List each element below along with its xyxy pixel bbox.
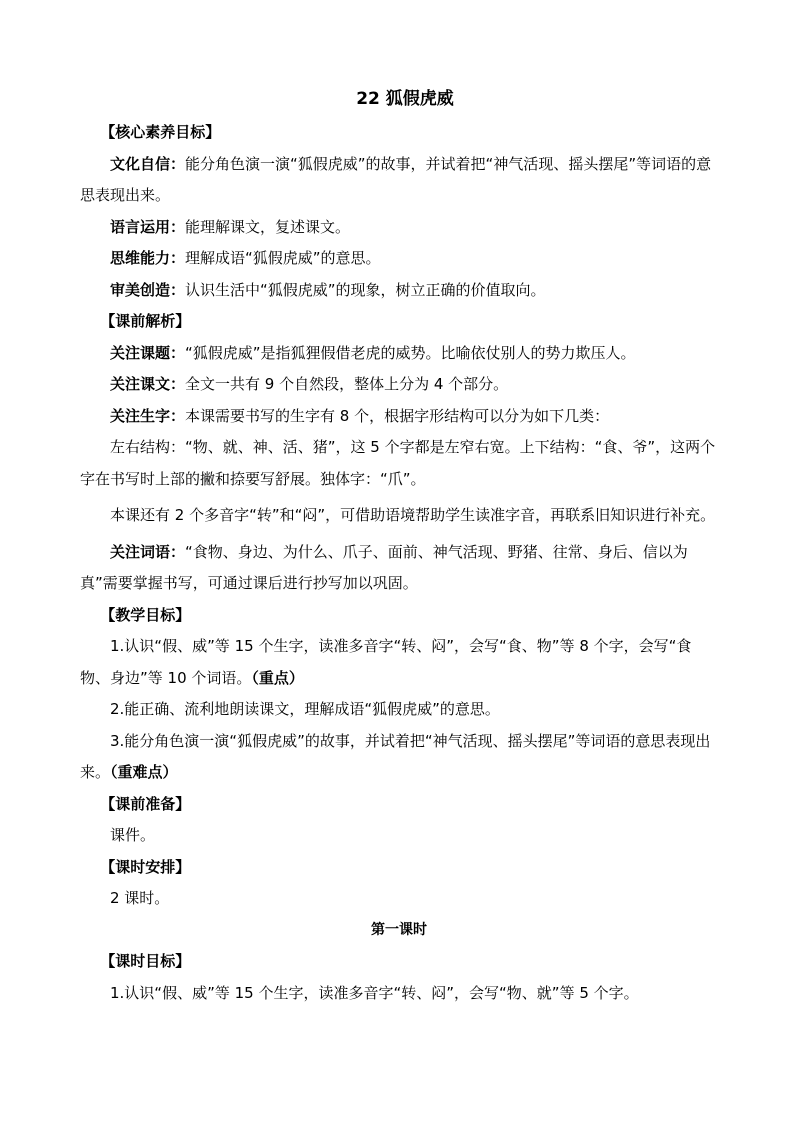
pre-analysis-text-label: 关注课文： [110,375,186,393]
pre-analysis-words-text: “食物、身边、为什么、爪子、面前、神气活现、野猪、往常、身后、信以为真”需要掌握书写，可通过课后进行抄写加以巩固。 [80,542,688,592]
teaching-goal-3-mark: （重难点） [110,763,178,781]
core-goal-language-label: 语言运用： [110,217,186,236]
section-heading-core: 【核心素养目标】 [100,123,221,141]
pre-analysis-text [80,369,718,401]
section-heading-lesson-goals: 【课时目标】 [100,952,191,970]
core-goal-thinking [80,243,718,275]
core-goal-language [80,212,718,244]
lesson-1-title: 第一课时 [371,921,427,938]
core-goal-thinking-label: 思维能力： [110,249,186,267]
preparation-text: 课件。 [110,826,156,844]
pre-analysis-characters-label: 关注生字： [110,406,186,425]
pre-analysis-title [80,338,718,370]
pre-analysis-words [80,537,718,600]
core-goal-thinking-text: 理解成语“狐假虎威”的意思。 [185,249,381,267]
page-title: 22 狐假虎威 [356,89,454,109]
teaching-goal-1 [80,631,718,694]
teaching-goal-3-text: 3.能分角色演一演“狐假虎威”的故事，并试着把“神气活现、摇头摆尾”等词语的意思表现出来。 [80,731,711,781]
pre-analysis-title-text: “狐假虎威”是指狐狸假借老虎的威势。比喻依仗别人的势力欺压人。 [185,343,636,362]
pre-analysis-polyphone: 本课还有 2 个多音字“转”和“闷”，可借助语境帮助学生读准字音，再联系旧知识进行补充。 [110,506,716,524]
teaching-goal-2: 2.能正确、流利地朗读课文，理解成语“狐假虎威”的意思。 [110,700,500,718]
core-goal-language-text: 能理解课文，复述课文。 [185,217,351,236]
core-goal-aesthetic-text: 认识生活中“狐假虎威”的现象，树立正确的价值取向。 [185,280,546,299]
section-heading-teaching-goals: 【教学目标】 [100,605,191,624]
pre-analysis-characters-text: 本课需要书写的生字有 8 个，根据字形结构可以分为如下几类： [185,406,610,425]
section-heading-schedule: 【课时安排】 [100,857,191,876]
teaching-goal-1-text: 1.认识“假、威”等 15 个生字，读准多音字“转、闷”，会写“食、物”等 8 个字，会写“食物、身边”等 10 个词语。 [80,637,692,687]
section-heading-preparation: 【课前准备】 [100,794,191,813]
teaching-goal-3 [80,726,718,789]
core-goal-aesthetic [80,275,718,307]
pre-analysis-text-text: 全文一共有 9 个自然段，整体上分为 4 个部分。 [185,375,509,393]
core-goal-culture [80,149,718,212]
document-page [80,84,718,1009]
teaching-goal-1-mark: （重点） [251,668,304,687]
pre-analysis-characters [80,401,718,433]
core-goal-culture-text: 能分角色演一演“狐假虎威”的故事，并试着把“神气活现、摇头摆尾”等词语的意思表现出来。 [80,154,712,204]
core-goal-culture-label: 文化自信： [110,154,186,173]
core-goal-aesthetic-label: 审美创造： [110,280,186,299]
lesson-goal-1: 1.认识“假、威”等 15 个生字，读准多音字“转、闷”，会写“物、就”等 5 个字。 [110,983,639,1002]
pre-analysis-words-label: 关注词语： [110,542,186,561]
pre-analysis-title-label: 关注课题： [110,343,186,362]
schedule-text: 2 课时。 [110,889,170,907]
section-heading-pre: 【课前解析】 [100,312,191,330]
pre-analysis-structure: 左右结构：“物、就、神、活、猪”，这 5 个字都是左窄右宽。上下结构：“食、爷”，这两个字在书写时上部的撇和捺要写舒展。独体字：“爪”。 [80,438,716,488]
